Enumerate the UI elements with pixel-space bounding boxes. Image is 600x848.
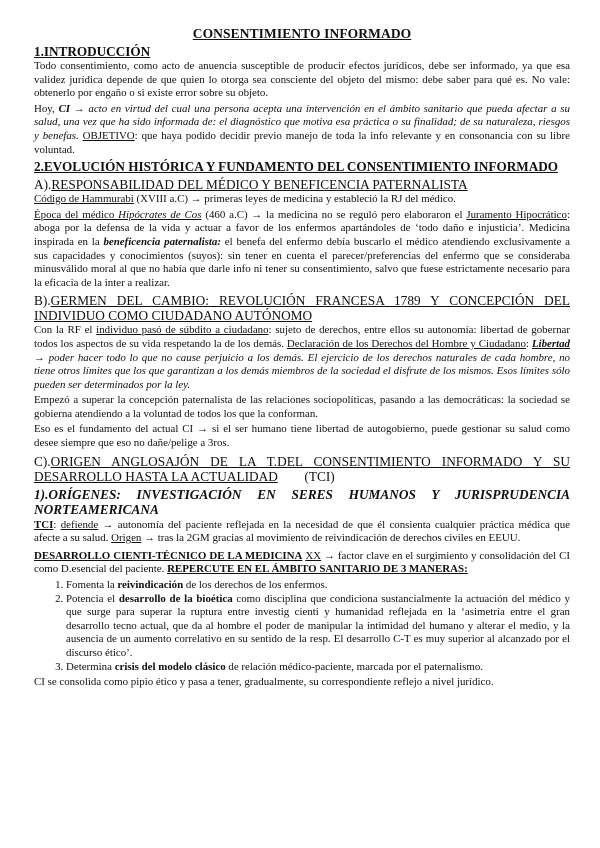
- document-title: CONSENTIMIENTO INFORMADO: [192, 26, 412, 41]
- tci-paragraph: TCI: defiende → autonomía del paciente reflejada en la necesidad de que él consienta cualquier práctica médica que afecte a su salud. Origen → tras la 2GM gracias al movimiento de reivindicación de derechos civiles en EEUU.: [34, 518, 570, 545]
- hipocrates-paragraph: Época del médico Hipócrates de Cos (460 a.C) → la medicina no se reguló pero elaboraron el Juramento Hipocrático: aboga por la defensa de la vida y actuar a favor de los enfermos apartándoles de ‘todo daño e injusticia’. Medicina inspirada en la beneficencia paternalista: el benefa del enfermo debía buscarlo el médico atendiendo exclusivamente a sus capacidades y conocimientos (suyos): sin tener en cuenta el parecer/preferencias del enfermo que se consideraba minusválido moral al que no había que darle info ni tener su consentimiento, salvo que fuese estrictamente necesario para la eficacia de la inter a realizar.: [34, 208, 570, 289]
- section-2-heading: 2.EVOLUCIÓN HISTÓRICA Y FUNDAMENTO DEL CONSENTIMIENTO INFORMADO: [34, 159, 559, 175]
- subsection-c-heading: C).ORIGEN ANGLOSAJÓN DE LA T.DEL CONSENTIMIENTO INFORMADO Y SU DESARROLLO HASTA LA ACTUALIDAD (TCI): [34, 453, 570, 484]
- intro-paragraph: Todo consentimiento, como acto de anuencia susceptible de producir efectos jurídicos, debe ser informado, ya que esa validez jurídica depende de que quien lo otorga sea consciente del objeto del mismo: debe saber para qué es. No vale: obtenerlo por engaño o si existe error sobre su objeto.: [34, 60, 570, 100]
- revolucion-paragraph: Con la RF el individuo pasó de súbdito a ciudadano: sujeto de derechos, entre ellos su autonomía: libertad de gobernar todos los aspectos de su vida respetando la de los demás. Declaración de los Derechos del Hombre y Ciudadano: Libertad → poder hacer todo lo que no cause perjuicio a los demás. El ejercicio de los derechos naturales de cada hombre, no tiene otros límites que los que garantizan a los demás miembros de la sociedad el disfrute de los mismos. Esos límites sólo pueden ser determinados por la ley.: [34, 324, 571, 391]
- list-item: 2. Potencia el desarrollo de la bioética como disciplina que condiciona sustancialmente la actuación del médico y que surge para superar la ruptura entre investig cienti y humanidad reflejada en la ‘asimetría entre el gran desarrollo tecno actual, que da al hombre el poder de manipular la intimidad del humano y alterar el medio, y la ausencia de un aumento correlativo en su sentido de la resp. El desarrollo C-T es muy superior al alcanzado por el discurso ético’.: [66, 593, 570, 661]
- subsection-a-heading: A).RESPONSABILIDAD DEL MÉDICO Y BENEFICENCIA PATERNALISTA: [34, 177, 468, 193]
- fundamento-paragraph: Eso es el fundamento del actual CI → si el ser humano tiene libertad de autogobierno, puede gestionar su salud como desee siempre que eso no dañe/pelige a 3ros.: [34, 423, 570, 450]
- section-1-heading: 1.INTRODUCCIÓN: [34, 44, 151, 59]
- closing-paragraph: CI se consolida como pipio ético y pasa a tener, gradualmente, su correspondiente reflejo a nivel jurídico.: [34, 676, 494, 689]
- list-item: 3. Determina crisis del modelo clásico de relación médico-paciente, marcada por el paternalismo.: [66, 661, 570, 675]
- subsection-b-heading: B).GERMEN DEL CAMBIO: REVOLUCIÓN FRANCESA 1789 Y CONCEPCIÓN DEL INDIVIDUO COMO CIUDADANO AUTÓNOMO: [34, 293, 570, 324]
- repercusiones-list: [34, 579, 570, 674]
- ci-definition-paragraph: Hoy, CI → acto en virtud del cual una persona acepta una intervención en el ámbito sanitario que pueda afectar a su salud, una vez que ha sido informada de: el diagnóstico que motiva esa práctica o su finalidad; de su naturaleza, riesgos y benefas. OBJETIVO: que haya podido decidir previo manejo de toda la info relevante y en consonancia con su libre voluntad.: [34, 102, 570, 156]
- desarrollo-paragraph: DESARROLLO CIENTI-TÉCNICO DE LA MEDICINA XX → factor clave en el surgimiento y consolidación del CI como D.esencial del paciente. REPERCUTE EN EL ÁMBITO SANITARIO DE 3 MANERAS:: [34, 549, 571, 576]
- hammurabi-line: Código de Hammurabi (XVIII a.C) → primeras leyes de medicina y estableció la RJ del médico.: [34, 193, 456, 206]
- paternalista-paragraph: Empezó a superar la concepción paternalista de las relaciones sociopolíticas, pasando a las democráticas: la sociedad se gobierna atendiendo a la voluntad de todos los que la conforman.: [34, 394, 570, 420]
- origenes-subheading: 1).ORÍGENES: INVESTIGACIÓN EN SERES HUMANOS Y JURISPRUDENCIA NORTEAMERICANA: [34, 486, 570, 517]
- list-item: 1. Fomenta la reivindicación de los derechos de los enfermos.: [66, 579, 570, 593]
